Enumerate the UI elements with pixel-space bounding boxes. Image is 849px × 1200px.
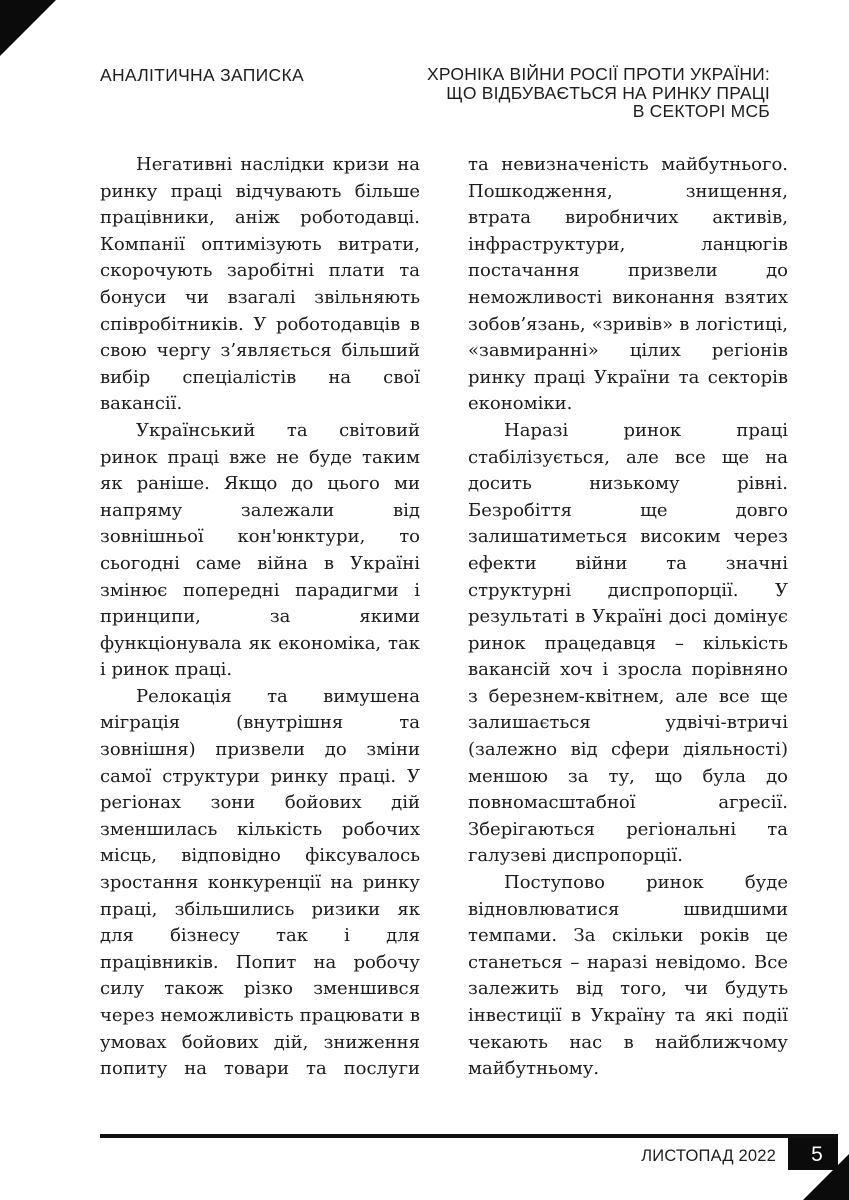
document-title-line-3: В СЕКТОРІ МСБ	[632, 101, 770, 122]
corner-triangle-top-left	[0, 0, 56, 56]
page-number-badge	[788, 1138, 838, 1170]
footer-date: ЛИСТОПАД 2022	[641, 1147, 776, 1165]
paragraph: Поступово ринок буде відновлюватися швидшими темпами. За скільки років це станеться – наразі невідомо. Все залежить від того, чи будуть інвестиції в Україну та які події чекають нас в найближчому майбутньому.	[468, 872, 788, 1080]
paragraph: Наразі ринок праці стабілізується, але все ще на досить низькому рівні. Безробіття ще довго залишатиметься високим через ефекти війни та значні структурні диспропорції. У результаті в Україні досі домінує ринок працедавця – кількість вакансій хоч і зросла порівняно з березнем-квітнем, але все ще залишається удвічі-втричі (залежно від сфери діяльності) меншою за ту, що була до повномасштабної агресії. Зберігаються регіональні та галузеві диспропорції.	[468, 419, 788, 867]
body-text-columns	[100, 152, 788, 1083]
footer-divider-line	[100, 1134, 838, 1138]
paragraph: Український та світовий ринок праці вже не буде таким як раніше. Якщо до цього ми напряму залежали від зовнішньої кон'юнктури, то сьогодні саме війна в Україні змінює попередні парадигми і принципи, за якими функціонувала як економіка, так і ринок праці.	[100, 419, 420, 681]
right-column	[468, 152, 788, 1083]
paragraph: та невизначеність майбутнього. Пошкодження, знищення, втрата виробничих активів, інфраструктури, ланцюгів постачання призвели до неможливості виконання взятих зобов’язань, «зривів» в логістиці, «завмиранні» цілих регіонів ринку праці України та секторів економіки.	[468, 154, 788, 415]
document-type-title: АНАЛІТИЧНА ЗАПИСКА	[100, 65, 304, 85]
left-column	[100, 152, 420, 1083]
document-title-line-1: ХРОНІКА ВІЙНИ РОСІЇ ПРОТИ УКРАЇНИ:	[427, 64, 770, 84]
document-title	[427, 65, 770, 121]
paragraph: Релокація та вимушена міграція (внутрішня та зовнішня) призвели до зміни самої структури ринку праці. У регіонах зони бойових дій зменшилась кількість робочих місць, відповідно фіксувалось зростання конкуренції на ринку праці, збільшились ризики як для бізнесу так і для працівників. Попит на робочу силу також різко зменшився через неможливість працювати в умовах бойових дій, зниження попиту на товари та послуги	[100, 685, 420, 1080]
document-title-line-2: ЩО ВІДБУВАЄТЬСЯ НА РИНКУ ПРАЦІ	[446, 82, 770, 103]
paragraph: Негативні наслідки кризи на ринку праці відчувають більше працівники, аніж роботодавці. Компанії оптимізують витрати, скорочують заробітні плати та бонуси чи взагалі звільняють співробітників. У роботодавців в свою чергу з’являється більший вибір спеціалістів на свої вакансії.	[100, 154, 420, 415]
page-number: 5	[811, 1142, 823, 1166]
